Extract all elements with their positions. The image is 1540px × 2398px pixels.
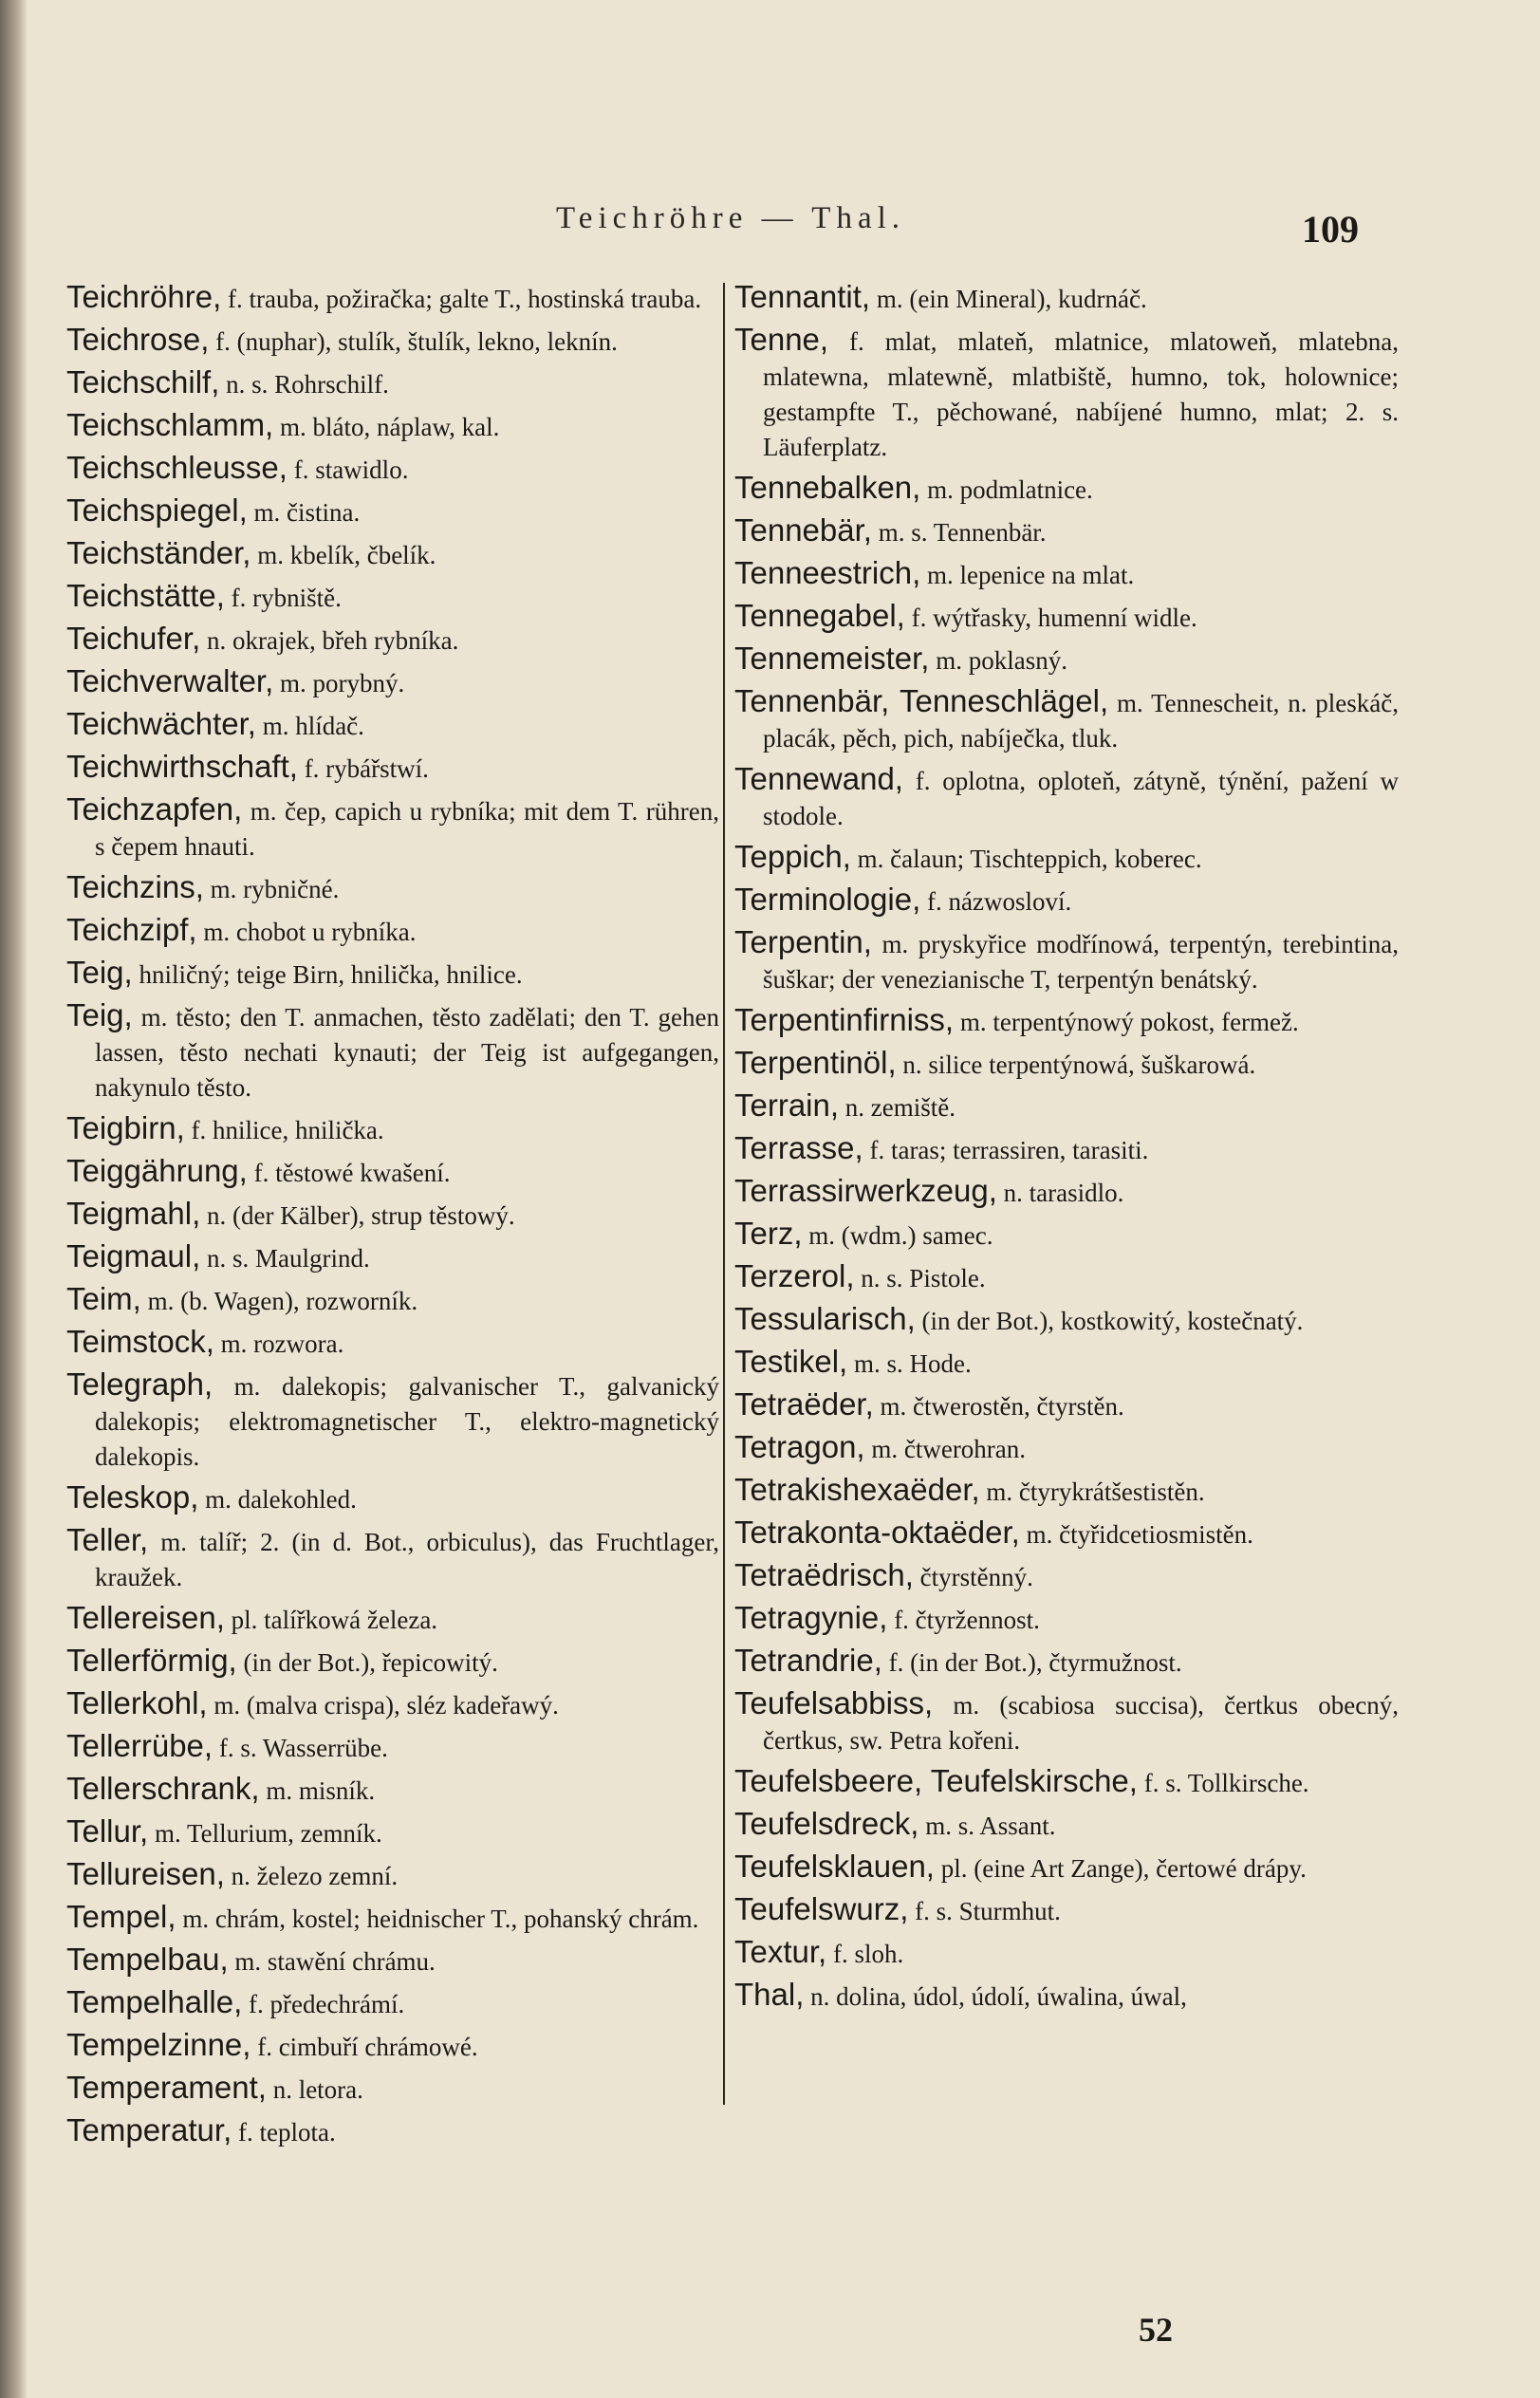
entry-definition: m. rozwora. <box>220 1329 344 1358</box>
entry-definition: n. letora. <box>272 2075 363 2104</box>
entry-headword: Testikel, <box>734 1344 848 1379</box>
entry-headword: Teichröhre, <box>66 279 222 314</box>
entry-definition: m. (b. Wagen), rozworník. <box>147 1287 418 1315</box>
signature-mark: 52 <box>1139 2311 1173 2349</box>
entry-definition: m. dalekohled. <box>205 1485 357 1514</box>
dictionary-entry <box>66 1942 719 1980</box>
entry-definition: m. chobot u rybníka. <box>203 918 417 946</box>
entry-headword: Tetragynie, <box>734 1600 888 1635</box>
entry-definition: m. (ein Mineral), kudrnáč. <box>876 285 1147 313</box>
dictionary-entry <box>66 1324 719 1362</box>
entry-definition: f. teplota. <box>238 2118 336 2147</box>
dictionary-entry <box>734 924 1399 997</box>
dictionary-entry <box>734 1173 1399 1211</box>
dictionary-entry <box>734 1557 1399 1595</box>
entry-definition: m. Tennescheit, n. pleskáč, placák, pěch, pich, nabíječka, tluk. <box>763 689 1399 753</box>
entry-definition: f. čtyržennost. <box>894 1606 1040 1634</box>
entry-definition: n. zemiště. <box>844 1093 956 1122</box>
entry-headword: Teller, <box>66 1522 149 1557</box>
entry-headword: Tessularisch, <box>734 1301 916 1336</box>
entry-definition: f. sloh. <box>832 1940 904 1968</box>
entry-definition: m. (wdm.) samec. <box>808 1221 993 1250</box>
dictionary-entry <box>66 1366 719 1475</box>
entry-definition: f. mlat, mlateň, mlatnice, mlatoweň, mlatebna, mlatewna, mlatewně, mlatbiště, humno, tok, holownice; gestampfte T., pěchowané, nabíjené humno, mlat; 2. s. Läuferplatz. <box>763 327 1400 461</box>
dictionary-entry <box>734 882 1399 920</box>
entry-definition: m. talíř; 2. (in d. Bot., orbiculus), das Fruchtlager, kraužek. <box>95 1528 719 1591</box>
entry-headword: Teim, <box>66 1281 141 1316</box>
dictionary-entry <box>66 322 719 360</box>
dictionary-entry <box>734 641 1399 679</box>
entry-headword: Tempel, <box>66 1899 176 1934</box>
entry-headword: Tetrandrie, <box>734 1643 882 1678</box>
entry-headword: Tellerrübe, <box>66 1728 213 1763</box>
entry-definition: m. hlídač. <box>262 712 364 740</box>
dictionary-entry <box>66 869 719 907</box>
entry-definition: m. rybničné. <box>210 875 340 903</box>
entry-headword: Terpentinfirniss, <box>734 1002 955 1037</box>
dictionary-entry <box>734 1600 1399 1638</box>
entry-definition: n. s. Maulgrind. <box>206 1244 370 1273</box>
running-header: Teichröhre — Thal. <box>555 201 906 235</box>
entry-definition: m. lepenice na mlat. <box>927 561 1135 589</box>
entry-definition: čtyrstěnný. <box>919 1563 1033 1591</box>
entry-definition: f. hnilice, hnilička. <box>191 1116 384 1144</box>
entry-definition: m. chrám, kostel; heidnischer T., pohanský chrám. <box>182 1905 699 1933</box>
dictionary-entry <box>734 1130 1399 1168</box>
entry-headword: Tellereisen, <box>66 1600 225 1635</box>
entry-headword: Tennegabel, <box>734 598 905 633</box>
dictionary-entry <box>66 2027 719 2065</box>
entry-headword: Tetrakishexaëder, <box>734 1472 980 1507</box>
entry-definition: f. názwosloví. <box>927 887 1072 916</box>
dictionary-entry <box>66 407 719 445</box>
dictionary-entry <box>734 1849 1399 1887</box>
entry-headword: Teigmaul, <box>66 1238 201 1273</box>
dictionary-entry <box>66 706 719 744</box>
entry-definition: m. stawění chrámu. <box>234 1947 436 1976</box>
entry-definition: m. bláto, náplaw, kal. <box>279 413 500 441</box>
dictionary-entry <box>66 1813 719 1851</box>
entry-definition: f. taras; terrassiren, tarasiti. <box>869 1136 1149 1164</box>
entry-headword: Tennantit, <box>734 279 871 314</box>
entry-definition: pl. talířkowá železa. <box>231 1606 438 1634</box>
dictionary-entry <box>66 2070 719 2108</box>
entry-definition: m. čalaun; Tischteppich, koberec. <box>857 845 1202 873</box>
entry-headword: Teichschilf, <box>66 364 220 400</box>
entry-definition: m. (scabiosa succisa), čertkus obecný, čertkus, sw. Petra kořeni. <box>763 1691 1400 1755</box>
entry-definition: n. železo zemní. <box>231 1862 399 1890</box>
entry-headword: Terminologie, <box>734 882 921 917</box>
entry-headword: Teleskop, <box>66 1479 199 1515</box>
entry-headword: Teichwächter, <box>66 706 256 741</box>
entry-headword: Textur, <box>734 1934 827 1969</box>
dictionary-entry <box>734 683 1399 756</box>
entry-headword: Thal, <box>734 1977 805 2012</box>
entry-definition: f. rybářstwí. <box>304 754 429 783</box>
entry-definition: f. s. Tollkirsche. <box>1143 1769 1309 1797</box>
entry-headword: Teichzapfen, <box>66 791 243 827</box>
dictionary-entry <box>66 1685 719 1723</box>
entry-definition: m. čtyrykrátšestistěn. <box>986 1478 1205 1506</box>
dictionary-entry <box>66 1728 719 1766</box>
dictionary-entry <box>734 1045 1399 1083</box>
entry-headword: Teiggährung, <box>66 1153 248 1188</box>
dictionary-entry <box>734 1763 1399 1801</box>
entry-definition: m. porybný. <box>280 669 405 697</box>
entry-headword: Terpentinöl, <box>734 1045 897 1080</box>
entry-definition: pl. (eine Art Zange), čertowé drápy. <box>940 1854 1307 1883</box>
dictionary-entry <box>66 1643 719 1681</box>
dictionary-entry <box>734 1806 1399 1844</box>
entry-definition: f. stawidlo. <box>293 455 409 484</box>
entry-headword: Teichufer, <box>66 621 201 656</box>
dictionary-entry <box>734 1515 1399 1552</box>
dictionary-entry <box>734 1643 1399 1681</box>
entry-definition: m. kbelík, čbelík. <box>257 541 436 569</box>
entry-headword: Teppich, <box>734 839 851 874</box>
dictionary-entry <box>66 1281 719 1319</box>
entry-definition: m. s. Assant. <box>925 1812 1056 1840</box>
entry-headword: Telegraph, <box>66 1366 213 1402</box>
entry-headword: Teufelsabbiss, <box>734 1685 934 1720</box>
entry-definition: m. misník. <box>266 1776 376 1805</box>
entry-definition: f. wýtřasky, humenní widle. <box>911 604 1197 632</box>
entry-headword: Tempelhalle, <box>66 1984 243 2019</box>
entry-headword: Tetraëdrisch, <box>734 1557 914 1592</box>
entry-headword: Teigmahl, <box>66 1196 201 1231</box>
entry-definition: m. Tellurium, zemník. <box>154 1819 382 1848</box>
entry-headword: Tennemeister, <box>734 641 930 676</box>
entry-definition: m. (malva crispa), sléz kadeřawý. <box>213 1691 559 1719</box>
dictionary-entry <box>734 1685 1399 1758</box>
dictionary-entry <box>734 555 1399 593</box>
entry-headword: Terpentin, <box>734 924 872 959</box>
entry-definition: m. čtyřidcetiosmistěn. <box>1026 1520 1253 1549</box>
entry-headword: Temperament, <box>66 2070 267 2105</box>
dictionary-entry <box>734 839 1399 877</box>
entry-definition: m. podmlatnice. <box>927 475 1093 504</box>
entry-definition: (in der Bot.), řepicowitý. <box>243 1648 498 1677</box>
entry-definition: f. cimbuří chrámowé. <box>257 2033 478 2061</box>
entry-headword: Terzerol, <box>734 1258 855 1293</box>
dictionary-entry <box>66 1522 719 1595</box>
entry-headword: Teufelsbeere, Teufelskirsche, <box>734 1763 1138 1798</box>
entry-headword: Tetraëder, <box>734 1386 874 1422</box>
dictionary-entry <box>66 493 719 530</box>
entry-definition: f. oplotna, oploteň, zátyně, týnění, pažení w stodole. <box>763 767 1400 830</box>
dictionary-entry <box>734 598 1399 636</box>
entry-definition: n. s. Pistole. <box>861 1264 986 1292</box>
entry-definition: f. (nuphar), stulík, štulík, lekno, leknín. <box>215 327 618 356</box>
entry-definition: n. s. Rohrschilf. <box>226 370 389 399</box>
dictionary-entry <box>734 1002 1399 1040</box>
entry-headword: Tellerförmig, <box>66 1643 237 1678</box>
dictionary-entry <box>66 749 719 787</box>
dictionary-entry <box>734 322 1399 465</box>
dictionary-entry <box>734 1301 1399 1339</box>
entry-definition: m. poklasný. <box>936 646 1067 675</box>
dictionary-entry <box>734 1216 1399 1254</box>
entry-headword: Tellerkohl, <box>66 1685 208 1720</box>
entry-definition: m. terpentýnowý pokost, fermež. <box>959 1008 1299 1036</box>
entry-headword: Teigbirn, <box>66 1110 185 1145</box>
entry-headword: Teichschlamm, <box>66 407 274 442</box>
dictionary-entry <box>66 535 719 573</box>
dictionary-entry <box>66 791 719 864</box>
entry-headword: Teufelswurz, <box>734 1891 909 1926</box>
dictionary-entry <box>66 1110 719 1148</box>
dictionary-entry <box>66 663 719 701</box>
entry-headword: Terrassirwerkzeug, <box>734 1173 997 1208</box>
entry-headword: Teufelsdreck, <box>734 1806 919 1841</box>
entry-definition: m. těsto; den T. anmachen, těsto zadělati; den T. gehen lassen, těsto nechati kynauti; der Teig ist aufgegangen, nakynulo těsto. <box>95 1003 720 1102</box>
entry-headword: Tennenbär, Tenneschlägel, <box>734 683 1109 718</box>
entry-headword: Tennebär, <box>734 512 872 548</box>
dictionary-entry <box>66 1856 719 1894</box>
dictionary-entry <box>66 1153 719 1191</box>
dictionary-entry <box>734 1386 1399 1424</box>
entry-definition: f. s. Wasserrübe. <box>218 1734 388 1762</box>
dictionary-entry <box>734 761 1399 834</box>
entry-definition: m. čtwerohran. <box>871 1435 1027 1463</box>
dictionary-entry <box>66 1238 719 1276</box>
entry-definition: (in der Bot.), kostkowitý, kostečnatý. <box>921 1307 1304 1335</box>
entry-headword: Teig, <box>66 997 133 1032</box>
entry-headword: Teichwirthschaft, <box>66 749 298 784</box>
dictionary-entry <box>66 1899 719 1937</box>
entry-headword: Tempelzinne, <box>66 2027 251 2062</box>
entry-headword: Teichschleusse, <box>66 450 288 485</box>
entry-headword: Teichspiegel, <box>66 493 248 528</box>
dictionary-entry <box>66 955 719 993</box>
entry-headword: Teimstock, <box>66 1324 214 1359</box>
entry-headword: Teichrose, <box>66 322 210 357</box>
dictionary-entry <box>734 1429 1399 1467</box>
entry-headword: Tellureisen, <box>66 1856 225 1891</box>
entry-headword: Teufelsklauen, <box>734 1849 935 1884</box>
entry-headword: Terz, <box>734 1216 803 1251</box>
entry-definition: f. těstowé kwašení. <box>253 1159 451 1187</box>
dictionary-entry <box>734 1891 1399 1929</box>
dictionary-entry <box>734 512 1399 550</box>
column-divider <box>723 283 725 2105</box>
dictionary-entry <box>66 450 719 488</box>
entry-definition: n. (der Kälber), strup těstowý. <box>206 1201 515 1230</box>
entry-headword: Temperatur, <box>66 2112 232 2147</box>
entry-definition: m. s. Tennenbär. <box>878 518 1047 547</box>
entry-headword: Tetrakonta-oktaëder, <box>734 1515 1020 1550</box>
dictionary-entry <box>66 1479 719 1517</box>
entry-headword: Tetragon, <box>734 1429 865 1464</box>
book-spine-shadow <box>0 0 27 2398</box>
dictionary-entry <box>66 279 719 317</box>
dictionary-entry <box>66 1771 719 1809</box>
entry-headword: Tenne, <box>734 322 829 357</box>
dictionary-entry <box>734 1472 1399 1510</box>
entry-definition: m. čtwerostěn, čtyrstěn. <box>880 1392 1124 1421</box>
dictionary-entry <box>734 1258 1399 1296</box>
dictionary-entry <box>66 1196 719 1234</box>
entry-headword: Terrain, <box>734 1087 840 1123</box>
dictionary-entry <box>734 470 1399 508</box>
entry-definition: m. dalekopis; galvanischer T., galvanický dalekopis; elektromagnetischer T., elektro-magnetický dalekopis. <box>95 1372 720 1471</box>
dictionary-entry <box>66 621 719 659</box>
entry-headword: Tennewand, <box>734 761 903 796</box>
dictionary-entry <box>66 2112 719 2150</box>
entry-definition: m. s. Hode. <box>853 1349 972 1378</box>
entry-headword: Teig, <box>66 955 133 990</box>
entry-definition: f. s. Sturmhut. <box>915 1897 1061 1925</box>
right-column <box>734 279 1399 2019</box>
left-column <box>66 279 719 2155</box>
entry-definition: m. čistina. <box>253 498 361 527</box>
entry-headword: Tempelbau, <box>66 1942 229 1977</box>
entry-definition: m. čep, capich u rybníka; mit dem T. rühren, s čepem hnauti. <box>95 797 719 861</box>
dictionary-entry <box>734 279 1399 317</box>
dictionary-entry <box>734 1934 1399 1972</box>
dictionary-entry <box>66 364 719 402</box>
entry-definition: m. pryskyřice modřínowá, terpentýn, terebintina, šuškar; der venezianische T, terpentýn benátský. <box>763 930 1399 994</box>
entry-definition: f. rybniště. <box>231 584 342 612</box>
entry-headword: Teichzins, <box>66 869 204 904</box>
entry-definition: f. (in der Bot.), čtyrmužnost. <box>888 1648 1182 1677</box>
dictionary-entry <box>734 1344 1399 1382</box>
entry-headword: Tennebalken, <box>734 470 921 505</box>
entry-definition: n. silice terpentýnowá, šuškarowá. <box>902 1050 1256 1079</box>
entry-headword: Teichstätte, <box>66 578 225 613</box>
page-number: 109 <box>1302 208 1359 251</box>
dictionary-entry <box>66 912 719 950</box>
entry-headword: Teichverwalter, <box>66 663 274 698</box>
dictionary-entry <box>66 1600 719 1638</box>
dictionary-entry <box>734 1977 1399 2015</box>
entry-definition: f. trauba, požiračka; galte T., hostinská trauba. <box>228 285 702 313</box>
entry-headword: Tenneestrich, <box>734 555 921 590</box>
entry-headword: Teichzipf, <box>66 912 197 947</box>
dictionary-entry <box>66 578 719 616</box>
entry-headword: Teichständer, <box>66 535 251 570</box>
entry-headword: Terrasse, <box>734 1130 863 1165</box>
dictionary-entry <box>66 997 719 1106</box>
entry-definition: n. dolina, údol, údolí, úwalina, úwal, <box>810 1982 1187 2011</box>
entry-headword: Tellerschrank, <box>66 1771 260 1806</box>
entry-definition: n. tarasidlo. <box>1003 1179 1124 1207</box>
entry-definition: n. okrajek, břeh rybníka. <box>207 626 459 655</box>
dictionary-entry <box>66 1984 719 2022</box>
entry-definition: f. předechrámí. <box>249 1990 405 2018</box>
dictionary-entry <box>734 1087 1399 1125</box>
entry-definition: hniličný; teige Birn, hnilička, hnilice. <box>139 960 523 989</box>
entry-headword: Tellur, <box>66 1813 149 1849</box>
